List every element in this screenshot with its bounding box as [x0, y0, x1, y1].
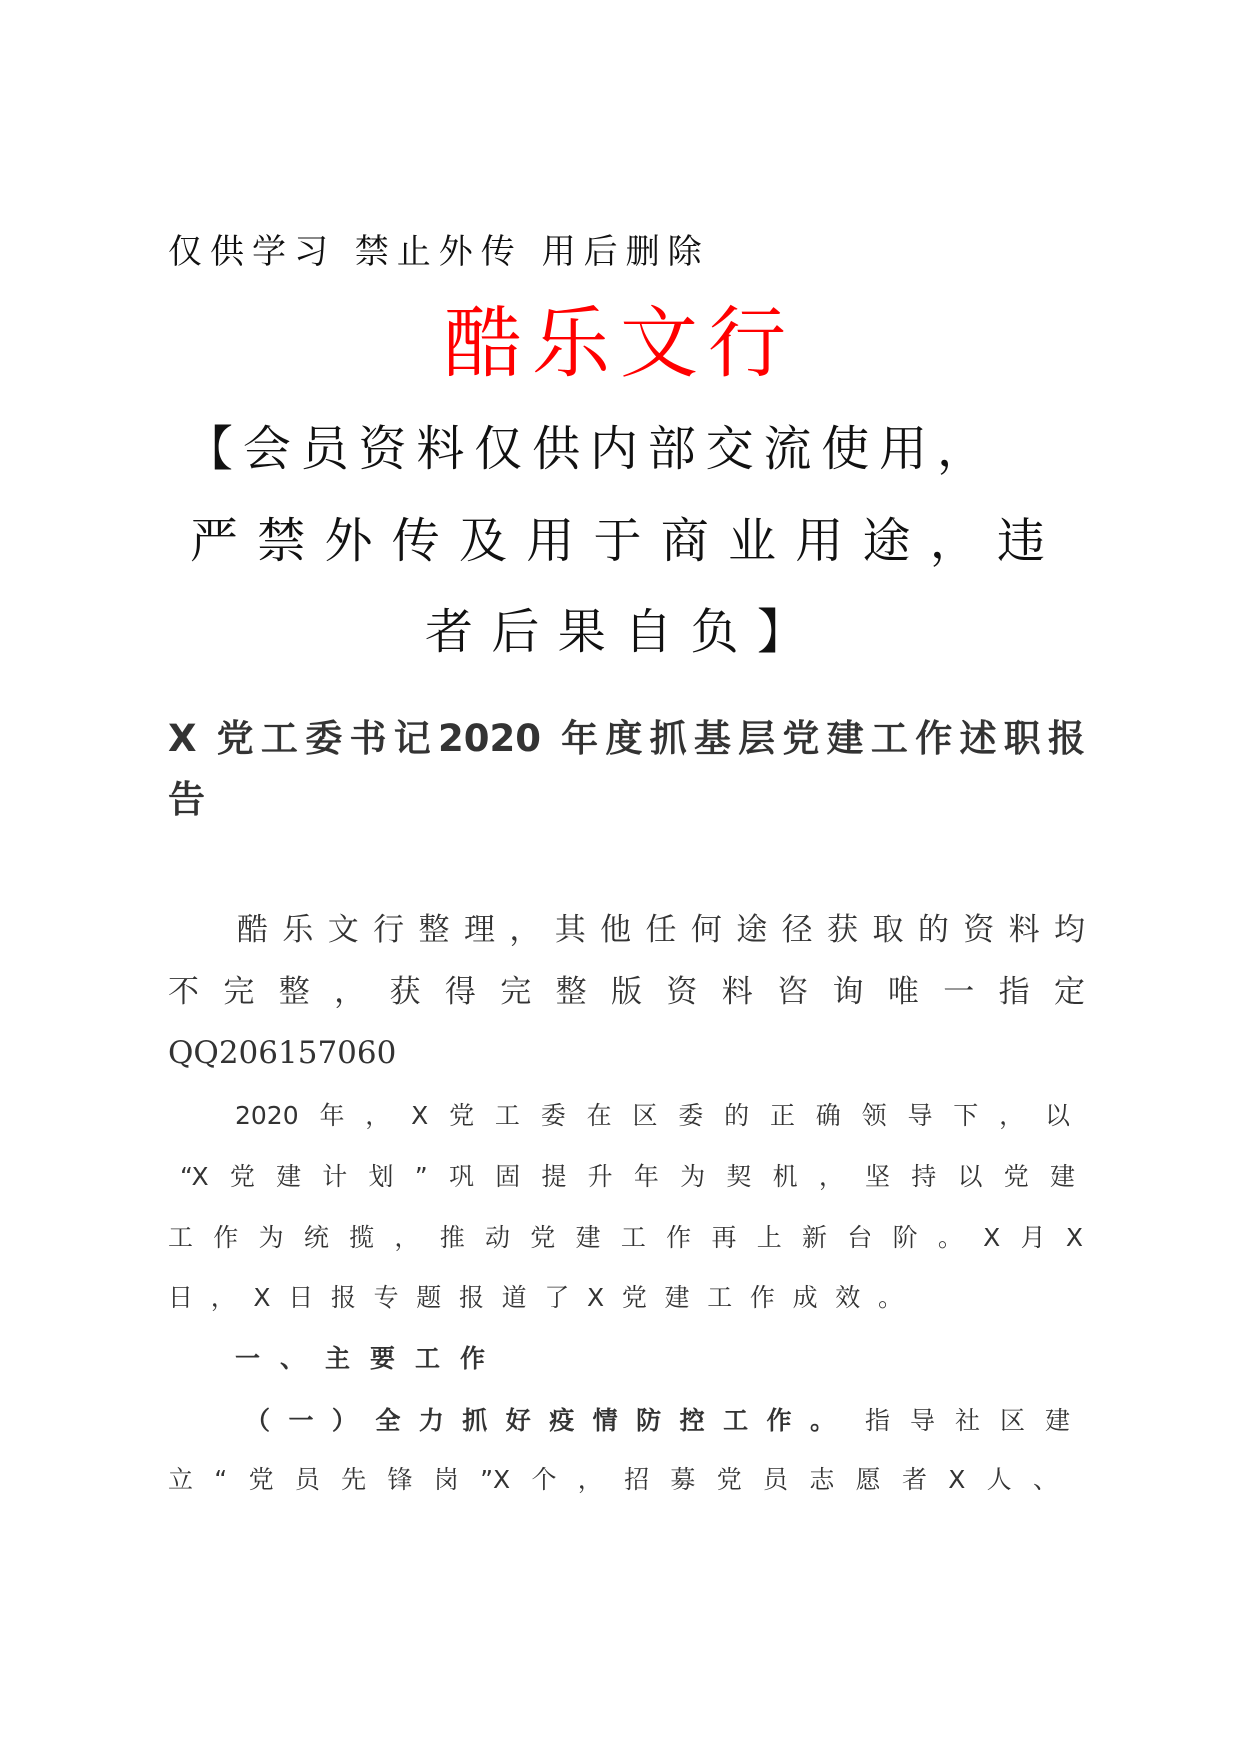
sub-heading-rest: 指导社区建 — [865, 1406, 1070, 1435]
intro-line-2: 不完整，获得完整版资料咨询唯一指定 — [168, 974, 1085, 1010]
intro-contact: QQ206157060 — [168, 1035, 397, 1071]
body-line-5: 立“党员先锋岗”X个，招募党员志愿者X人、 — [168, 1465, 1058, 1494]
body-line-1: 2020年，X党工委在区委的正确领导下，以 — [235, 1101, 1070, 1130]
section-heading: 一、主要工作 — [235, 1344, 485, 1373]
body-line-4: 日，X日报专题报道了X党建工作成效。 — [168, 1283, 903, 1312]
brand-title: 酷乐文行 — [443, 299, 796, 389]
warning-line-1: 【会员资料仅供内部交流使用， — [185, 421, 985, 477]
intro-line-1: 酷乐文行整理，其他任何途径获取的资料均 — [237, 912, 1085, 948]
warning-line-3: 者后果自负】 — [425, 604, 805, 660]
report-title-line-1: X 党工委书记2020 年度抓基层党建工作述职报 — [168, 717, 1085, 760]
sub-heading: （一）全力抓好疫情防控工作。 — [245, 1406, 835, 1435]
usage-notice: 仅供学习 禁止外传 用后删除 — [168, 232, 710, 272]
warning-line-2: 严禁外传及用于商业用途，违 — [190, 513, 1045, 569]
body-line-3: 工作为统揽，推动党建工作再上新台阶。X月X — [168, 1223, 1083, 1252]
report-title-line-2: 告 — [168, 778, 205, 821]
body-line-2: “X党建计划”巩固提升年为契机，坚持以党建 — [180, 1162, 1075, 1191]
